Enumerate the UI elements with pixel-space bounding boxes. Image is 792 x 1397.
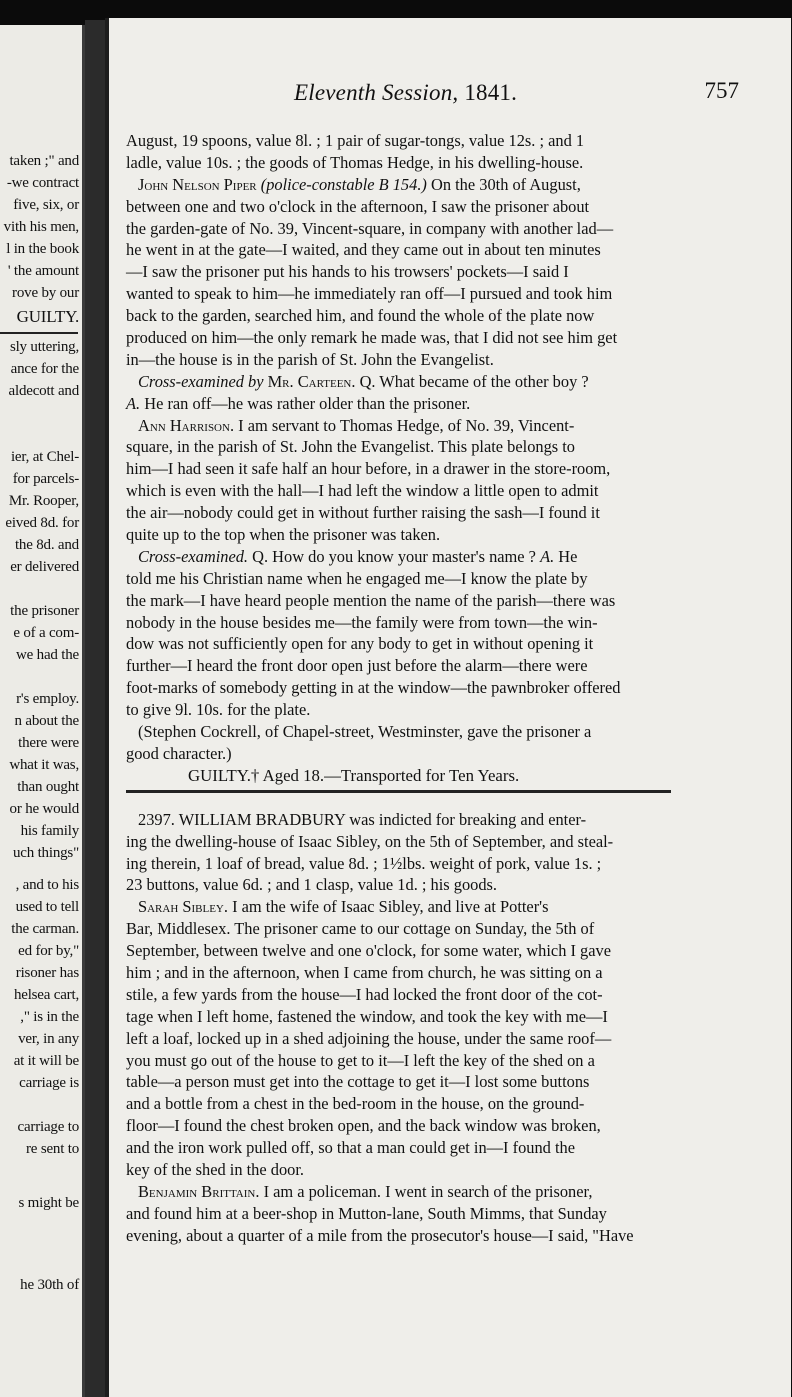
text-line: wanted to speak to him—he immediately ran off—I pursued and took him <box>126 284 613 304</box>
text-line: evening, about a quarter of a mile from the prosecutor's house—I said, "Have <box>126 1225 634 1245</box>
text-line: and a bottle from a chest in the bed-room in the house, on the ground- <box>126 1094 585 1114</box>
facing-line: uch things" <box>12 845 79 861</box>
facing-line: Mr. Rooper, <box>8 493 79 509</box>
facing-line: r's employ. <box>16 691 79 707</box>
running-title <box>294 80 517 106</box>
witness-role: (police-constable B 154.) <box>260 174 427 194</box>
facing-line: , and to his <box>15 877 79 893</box>
text-line: quite up to the top when the prisoner was taken. <box>126 525 441 545</box>
text-line: stile, a few yards from the house—I had locked the front door of the cot- <box>126 984 603 1004</box>
facing-line: there were <box>18 735 79 751</box>
text-line: August, 19 spoons, value 8l. ; 1 pair of sugar-tongs, value 12s. ; and 1 <box>126 131 585 150</box>
text-line: Bar, Middlesex. The prisoner came to our cottage on Sunday, the 5th of <box>126 919 595 939</box>
facing-line: his family <box>20 823 79 839</box>
facing-line: the prisoner <box>10 603 79 619</box>
facing-line: carriage to <box>17 1119 79 1135</box>
text-line: back to the garden, searched him, and found the whole of the plate now <box>126 306 595 326</box>
text-line: —I saw the prisoner put his hands to his trowsers' pockets—I said I <box>126 262 569 282</box>
facing-line: GUILTY. <box>16 307 79 326</box>
text-line: dow was not sufficiently open for any body to get in without opening it <box>126 634 594 654</box>
counsel-name: Mr. Carteen. <box>267 371 356 391</box>
facing-line: taken ;" and <box>9 153 79 169</box>
facing-rule <box>0 332 78 334</box>
text-line: to give 9l. 10s. for the plate. <box>126 700 311 720</box>
facing-line: aldecott and <box>8 383 79 399</box>
book-gutter <box>85 20 107 1397</box>
case-separator <box>126 790 671 793</box>
facing-line: or he would <box>9 801 79 817</box>
facing-line: -we contract <box>6 175 79 191</box>
text-line: produced on him—the only remark he made was, that I did not see him get <box>126 328 618 348</box>
facing-line: ' the amount <box>7 263 79 279</box>
text-line: Cross-examined. Q. How do you know your master's name ? A. He <box>138 546 578 566</box>
text-line: the garden-gate of No. 39, Vincent-square, in company with another lad— <box>126 218 614 238</box>
case-number: 2397. <box>138 809 175 829</box>
text-line: left a loaf, locked up in a shed adjoining the house, under the same roof— <box>126 1028 612 1048</box>
text-line: good character.) <box>126 743 232 763</box>
facing-line: carriage is <box>19 1075 79 1091</box>
facing-line: for parcels- <box>12 471 79 487</box>
text-line: key of the shed in the door. <box>126 1159 304 1179</box>
text-line: the air—nobody could get in without further raising the sash—I found it <box>126 503 600 523</box>
text-line: September, between twelve and one o'clock, for some water, which I gave <box>126 941 611 961</box>
text-line: you must go out of the house to get to it—I left the key of the shed on a <box>126 1050 595 1070</box>
facing-line: helsea cart, <box>13 987 79 1003</box>
text-line: the mark—I have heard people mention the name of the parish—there was <box>126 590 616 610</box>
text-line: table—a person must get into the cottage to get it—I lost some buttons <box>126 1072 590 1092</box>
facing-line: ance for the <box>10 361 79 377</box>
facing-line: the carman. <box>11 921 79 937</box>
facing-line: what it was, <box>9 757 79 773</box>
text-line: A. He ran off—he was rather older than the prisoner. <box>126 393 471 413</box>
facing-line: he 30th of <box>20 1277 79 1293</box>
facing-page-fragment <box>0 25 85 1397</box>
text-line: floor—I found the chest broken open, and the back window was broken, <box>126 1116 601 1136</box>
text-line: he went in at the gate—I waited, and they came out in about ten minutes <box>126 240 601 260</box>
text-line: Cross-examined by Mr. Carteen. Q. What became of the other boy ? <box>138 371 589 391</box>
text-line: which is even with the hall—I had left the window a little open to admit <box>126 481 599 501</box>
text-line: him ; and in the afternoon, when I came from church, he was sitting on a <box>126 962 603 982</box>
text-line: (Stephen Cockrell, of Chapel-street, Westminster, gave the prisoner a <box>138 722 592 742</box>
facing-line: the 8d. and <box>14 537 79 553</box>
facing-line: l in the book <box>6 241 79 257</box>
text-line: 2397. WILLIAM BRADBURY was indicted for breaking and enter- <box>138 809 587 829</box>
facing-line: we had the <box>16 647 79 663</box>
text-line: ing therein, 1 loaf of bread, value 8d. ; 1½lbs. weight of pork, value 1s. ; <box>126 853 602 873</box>
facing-line: five, six, or <box>13 197 79 213</box>
facing-line: ver, in any <box>18 1031 79 1047</box>
facing-line: risoner has <box>15 965 79 981</box>
facing-line: re sent to <box>26 1141 79 1157</box>
text-line: in—the house is in the parish of St. John the Evangelist. <box>126 349 494 369</box>
text-line: tage when I left home, fastened the window, and took the key with me—I <box>126 1006 608 1026</box>
book-page <box>105 18 791 1397</box>
witness-name: Ann Harrison. <box>138 415 235 435</box>
session-year: 1841. <box>464 80 518 105</box>
session-title: Eleventh Session, <box>294 80 459 105</box>
facing-line: eived 8d. for <box>5 515 79 531</box>
facing-line: at it will be <box>13 1053 79 1069</box>
witness-name: Benjamin Brittain. <box>138 1181 260 1201</box>
facing-line: sly uttering, <box>9 339 79 355</box>
facing-line: used to tell <box>15 899 79 915</box>
text-line: him—I had seen it safe half an hour before, in a drawer in the store-room, <box>126 459 611 479</box>
running-header <box>109 76 791 116</box>
text-line: further—I heard the front door open just before the alarm—there were <box>126 656 588 676</box>
text-line: nobody in the house besides me—the family were from town—the win- <box>126 612 598 632</box>
facing-line: ," is in the <box>20 1009 79 1025</box>
facing-line: ier, at Chel- <box>10 449 79 465</box>
page-body <box>126 130 686 1247</box>
text-line: ladle, value 10s. ; the goods of Thomas Hedge, in his dwelling-house. <box>126 152 584 172</box>
text-line: ing the dwelling-house of Isaac Sibley, on the 5th of September, and steal- <box>126 831 614 851</box>
defendant-name: WILLIAM BRADBURY <box>178 809 346 829</box>
witness-name: John Nelson Piper <box>138 174 257 194</box>
text-line: John Nelson Piper (police-constable B 154.) On the 30th of August, <box>138 174 581 194</box>
facing-line: vith his men, <box>3 219 79 235</box>
page-number: 757 <box>704 78 739 103</box>
facing-line: s might be <box>18 1195 79 1211</box>
text-line: and the iron work pulled off, so that a man could get in—I found the <box>126 1138 575 1158</box>
facing-line: than ought <box>17 779 79 795</box>
facing-line: ed for by," <box>18 943 79 959</box>
verdict-line: GUILTY.† Aged 18.—Transported for Ten Years. <box>188 765 520 785</box>
text-line: 23 buttons, value 6d. ; and 1 clasp, value 1d. ; his goods. <box>126 875 498 895</box>
facing-line: er delivered <box>10 559 79 575</box>
text-line: foot-marks of somebody getting in at the window—the pawnbroker offered <box>126 678 621 698</box>
text-line: Ann Harrison. I am servant to Thomas Hedge, of No. 39, Vincent- <box>138 415 575 435</box>
text-line: between one and two o'clock in the afternoon, I saw the prisoner about <box>126 196 590 216</box>
text-line: square, in the parish of St. John the Evangelist. This plate belongs to <box>126 437 576 457</box>
witness-name: Sarah Sibley. <box>138 897 228 917</box>
facing-line: e of a com- <box>13 625 79 641</box>
facing-line: n about the <box>14 713 79 729</box>
text-line: Benjamin Brittain. I am a policeman. I went in search of the prisoner, <box>138 1181 593 1201</box>
facing-line: rove by our <box>12 285 79 301</box>
text-line: Sarah Sibley. I am the wife of Isaac Sibley, and live at Potter's <box>138 897 549 917</box>
text-line: and found him at a beer-shop in Mutton-lane, South Mimms, that Sunday <box>126 1203 607 1223</box>
text-line: told me his Christian name when he engaged me—I know the plate by <box>126 568 588 588</box>
